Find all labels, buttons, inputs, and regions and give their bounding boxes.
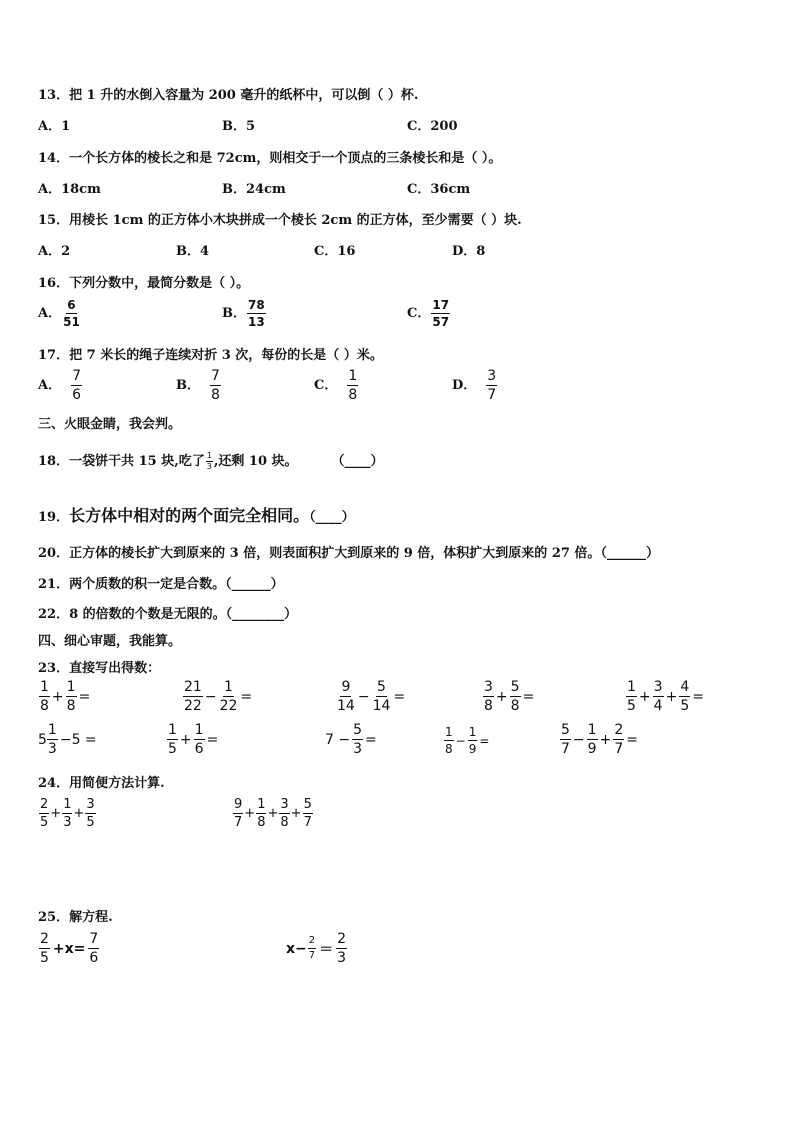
denominator: 5	[168, 741, 177, 757]
denominator: 8	[40, 698, 49, 714]
question-text: 一个长方体的棱长之和是 72cm，则相交于一个顶点的三条棱长和是（ ）。	[69, 151, 502, 166]
numerator: 7	[72, 368, 82, 384]
option-label: B．	[176, 378, 200, 393]
calc-expression	[38, 798, 97, 829]
numerator: 2	[614, 722, 624, 738]
question-number: 17．	[38, 348, 70, 363]
denominator: 7	[561, 741, 570, 757]
denominator: 9	[468, 742, 477, 756]
calc-expression	[443, 726, 490, 755]
option-a: A．18cm	[38, 182, 101, 197]
calc-expression	[232, 798, 314, 829]
option-b	[176, 369, 222, 402]
question-18	[38, 450, 384, 471]
question-text: 用简便方法计算.	[69, 776, 165, 791]
operator: +	[73, 806, 85, 821]
numerator: 1	[224, 679, 233, 695]
operator: +	[599, 731, 612, 748]
denominator: 57	[432, 315, 450, 329]
option-a: A．2	[38, 244, 71, 259]
fraction	[303, 798, 313, 829]
answer-blank[interactable]: （____）	[309, 510, 355, 525]
numerator: 2	[40, 931, 49, 947]
fraction	[39, 932, 50, 965]
denominator: 14	[337, 698, 355, 714]
numerator: 3	[487, 368, 497, 384]
operator: −5 =	[59, 731, 97, 748]
numerator: 2	[337, 931, 347, 947]
numerator: 9	[234, 797, 243, 812]
answer-blank[interactable]: （____）	[331, 454, 384, 469]
numerator: 5	[561, 722, 570, 738]
fraction	[587, 723, 598, 756]
question-text: 把 1 升的水倒入容量为 200 毫升的纸杯中，可以倒（ ）杯.	[69, 88, 419, 103]
numerator: 7	[211, 368, 220, 384]
numerator: 21	[184, 679, 202, 695]
numerator: 1	[468, 725, 477, 739]
fraction	[219, 680, 239, 713]
question-number: 20．	[38, 546, 70, 561]
numerator: 5	[510, 679, 520, 695]
fraction	[483, 680, 494, 713]
fraction	[247, 299, 266, 328]
fraction	[352, 723, 363, 756]
question-20	[38, 542, 659, 561]
calc-expression	[166, 723, 219, 756]
calc-expression	[324, 723, 378, 756]
question-number: 18．	[38, 454, 70, 469]
option-d: D．8	[452, 244, 486, 259]
calc-expression	[625, 680, 705, 713]
denominator: 8	[348, 387, 358, 403]
numerator: 1	[257, 797, 266, 812]
question-text: 直接写出得数：	[69, 661, 161, 676]
fraction	[71, 369, 82, 402]
numerator: 4	[680, 679, 690, 695]
section-heading: 四、细心审题，我能算。	[38, 634, 182, 649]
denominator: 8	[257, 815, 266, 830]
denominator: 5	[40, 950, 49, 966]
denominator: 5	[40, 815, 49, 830]
numerator: 1	[47, 722, 57, 738]
fraction	[560, 723, 571, 756]
denominator: 4	[653, 698, 663, 714]
calc-expression	[38, 723, 98, 756]
equals: =	[78, 688, 91, 705]
fraction	[486, 369, 497, 402]
option-b: B．4	[176, 244, 210, 259]
option-a: A．1	[38, 119, 71, 134]
equals: =	[365, 731, 377, 748]
fraction	[233, 798, 243, 829]
equals: =	[393, 688, 406, 705]
option-label: B．	[222, 306, 246, 321]
numerator: 9	[341, 679, 351, 695]
answer-blank[interactable]: （______）	[600, 546, 659, 561]
equals: =	[626, 731, 638, 748]
denominator: 6	[89, 950, 99, 966]
question-19	[38, 503, 355, 526]
section-heading: 三、火眼金睛，我会判。	[38, 417, 182, 432]
fraction	[510, 680, 521, 713]
numerator: 17	[432, 298, 450, 312]
denominator: 9	[587, 741, 597, 757]
numerator: 1	[194, 722, 204, 738]
operator: +	[290, 806, 302, 821]
equation	[38, 932, 100, 965]
option-a	[38, 369, 83, 402]
fraction	[39, 680, 50, 713]
question-number: 19．	[38, 510, 70, 525]
question-text: 8 的倍数的个数是无限的。	[69, 607, 226, 622]
numerator: 1	[348, 368, 358, 384]
question-text-continued: ,还剩 10 块。	[213, 454, 298, 469]
answer-blank[interactable]: （________）	[225, 607, 298, 622]
equals: =	[692, 688, 704, 705]
question-number: 22．	[38, 607, 70, 622]
question-13	[38, 84, 418, 103]
denominator: 8	[510, 698, 520, 714]
fraction	[39, 798, 49, 829]
question-text: 用棱长 1cm 的正方体小木块拼成一个棱长 2cm 的正方体，至少需要（ ）块.	[69, 213, 522, 228]
denominator: 6	[72, 387, 82, 403]
fraction	[372, 680, 392, 713]
denominator: 7	[308, 950, 316, 961]
calc-expression	[182, 680, 253, 713]
equation-lead: x−	[286, 940, 307, 957]
equals: =	[206, 731, 219, 748]
equals: ＝	[319, 941, 334, 958]
numerator: 1	[587, 722, 597, 738]
numerator: 5	[353, 722, 363, 738]
numerator: 5	[303, 797, 312, 812]
question-text: 把 7 米长的绳子连续对折 3 次，每份的长是（ ）米。	[69, 348, 383, 363]
question-14	[38, 147, 501, 166]
operator: −	[572, 731, 585, 748]
fraction	[206, 452, 213, 471]
fraction	[183, 680, 203, 713]
fraction	[347, 369, 358, 402]
fraction	[167, 723, 178, 756]
question-number: 13．	[38, 88, 70, 103]
whole-number: 5	[38, 731, 47, 748]
numerator: 1	[445, 725, 453, 739]
question-15	[38, 209, 522, 228]
option-b: B．5	[222, 119, 256, 134]
numerator: 5	[377, 679, 386, 695]
operator: 7 −	[325, 731, 351, 748]
denominator: 3	[63, 815, 72, 830]
equals: =	[479, 733, 490, 748]
question-number: 16．	[38, 276, 70, 291]
fraction	[62, 798, 72, 829]
option-b	[222, 299, 267, 328]
denominator: 5	[627, 698, 636, 714]
denominator: 7	[234, 815, 243, 830]
option-label: C．	[407, 306, 431, 321]
fraction	[308, 936, 316, 961]
fraction	[431, 299, 450, 328]
operator: −	[204, 688, 217, 705]
numerator: 3	[484, 679, 493, 695]
denominator: 8	[211, 387, 220, 403]
option-label: C．	[314, 378, 338, 393]
operator: +	[244, 806, 256, 821]
fraction	[210, 369, 221, 402]
calc-expression	[335, 680, 406, 713]
fraction	[613, 723, 624, 756]
denominator: 22	[219, 698, 238, 714]
denominator: 51	[63, 315, 80, 329]
operator: +	[665, 688, 678, 705]
denominator: 13	[248, 315, 265, 329]
question-text: 一袋饼干共 15 块,吃了	[69, 454, 205, 469]
fraction	[679, 680, 690, 713]
option-c: C．36cm	[407, 182, 471, 197]
denominator: 7	[614, 741, 624, 757]
equation	[286, 932, 348, 965]
numerator: 3	[653, 679, 663, 695]
operator: +	[267, 806, 279, 821]
question-number: 14．	[38, 151, 70, 166]
denominator: 7	[303, 815, 312, 830]
denominator: 3	[353, 741, 363, 757]
option-label: A．	[38, 378, 62, 393]
question-22	[38, 603, 297, 622]
question-number: 24．	[38, 776, 70, 791]
question-number: 25．	[38, 910, 70, 925]
numerator: 1	[627, 679, 636, 695]
question-17	[38, 344, 383, 363]
fraction	[336, 932, 347, 965]
fraction	[336, 680, 356, 713]
question-number: 15．	[38, 213, 70, 228]
question-text: 解方程.	[69, 910, 113, 925]
numerator: 1	[206, 451, 212, 460]
fraction	[88, 932, 99, 965]
fraction	[194, 723, 205, 756]
fraction	[62, 299, 81, 328]
question-21	[38, 573, 284, 592]
numerator: 6	[67, 298, 76, 312]
denominator: 5	[86, 815, 95, 830]
option-c	[314, 369, 359, 402]
numerator: 2	[40, 797, 49, 812]
numerator: 78	[248, 298, 265, 312]
option-c: C．16	[314, 244, 356, 259]
option-a	[38, 299, 82, 328]
question-16	[38, 272, 249, 291]
operator: −	[455, 733, 466, 748]
fraction	[626, 680, 637, 713]
fraction	[653, 680, 664, 713]
denominator: 8	[445, 742, 453, 756]
denominator: 8	[484, 698, 493, 714]
option-d	[452, 369, 498, 402]
fraction	[256, 798, 266, 829]
question-number: 21．	[38, 577, 70, 592]
question-24	[38, 772, 165, 791]
operator: +	[51, 688, 64, 705]
numerator: 1	[66, 679, 76, 695]
fraction	[279, 798, 289, 829]
answer-blank[interactable]: （______）	[225, 577, 284, 592]
numerator: 3	[86, 797, 95, 812]
numerator: 1	[168, 722, 177, 738]
question-text: 长方体中相对的两个面完全相同。	[69, 506, 310, 525]
operator: +	[179, 731, 192, 748]
question-text: 正方体的棱长扩大到原来的 3 倍，则表面积扩大到原来的 9 倍，体积扩大到原来的 27 倍。	[69, 546, 601, 561]
numerator: 7	[89, 931, 99, 947]
fraction	[47, 723, 58, 756]
calc-expression	[38, 680, 91, 713]
question-number: 23．	[38, 661, 70, 676]
calc-expression	[559, 723, 639, 756]
denominator: 8	[66, 698, 76, 714]
denominator: 3	[337, 950, 347, 966]
operator: −	[357, 688, 370, 705]
operator: +	[638, 688, 651, 705]
denominator: 3	[206, 462, 212, 471]
numerator: 1	[40, 679, 49, 695]
question-25	[38, 906, 113, 925]
denominator: 3	[47, 741, 57, 757]
fraction	[468, 726, 478, 755]
fraction	[66, 680, 77, 713]
question-text: 下列分数中，最简分数是（ ）。	[69, 276, 250, 291]
equals: =	[522, 688, 535, 705]
denominator: 7	[487, 387, 497, 403]
denominator: 14	[372, 698, 391, 714]
denominator: 22	[184, 698, 202, 714]
denominator: 8	[280, 815, 289, 830]
equals: =	[240, 688, 253, 705]
operator: +	[495, 688, 508, 705]
fraction	[444, 726, 454, 755]
fraction	[85, 798, 95, 829]
denominator: 6	[194, 741, 204, 757]
option-c: C．200	[407, 119, 458, 134]
equation-middle: +x=	[52, 940, 86, 957]
question-text: 两个质数的积一定是合数。	[69, 577, 226, 592]
option-label: D．	[452, 378, 477, 393]
denominator: 5	[680, 698, 690, 714]
option-c	[407, 299, 451, 328]
option-b: B．24cm	[222, 182, 286, 197]
option-label: A．	[38, 306, 62, 321]
numerator: 1	[63, 797, 72, 812]
numerator: 2	[308, 936, 316, 949]
calc-expression	[482, 680, 535, 713]
question-23	[38, 657, 160, 676]
numerator: 3	[280, 797, 289, 812]
operator: +	[50, 806, 62, 821]
